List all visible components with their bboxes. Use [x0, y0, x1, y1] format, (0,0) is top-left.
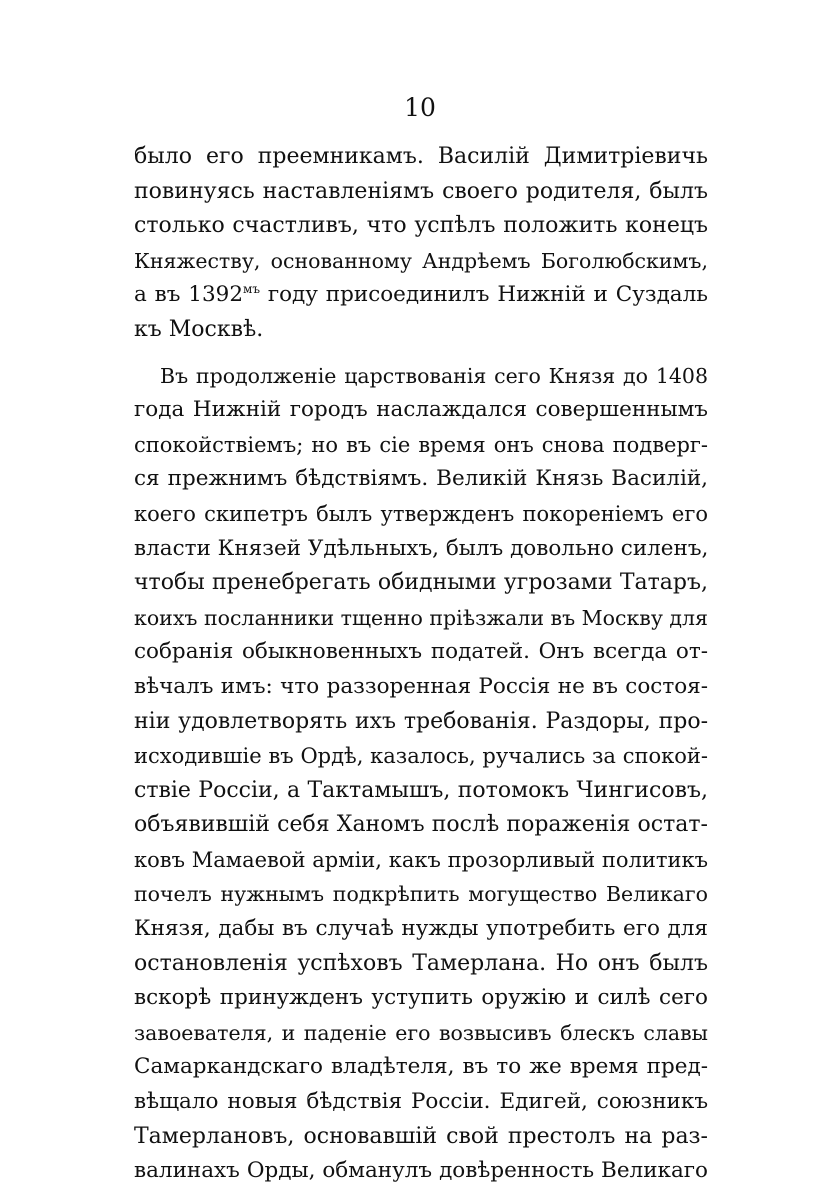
- paragraph-1: [134, 140, 708, 348]
- text-line: Въ продолженіе царствованія сего Князя до 1408: [160, 363, 708, 388]
- text-line: ковъ Мамаевой арміи, какъ прозорливый политикъ: [134, 847, 708, 872]
- page-number: 10: [404, 93, 436, 122]
- text-line: Тамерлановъ, основавшій свой престолъ на раз-: [134, 1123, 708, 1149]
- text-line: почелъ нужнымъ подкрѣпить могущество Великаго: [134, 882, 708, 907]
- text-line: повинуясь наставленіямъ своего родителя, былъ: [134, 178, 708, 204]
- text-line: ніи удовлетворять ихъ требованія. Раздоры, про-: [134, 708, 708, 734]
- text-line: ствіе Россіи, а Тактамышъ, потомокъ Чингисовъ,: [134, 777, 708, 803]
- superscript-ordinal: мъ: [243, 282, 260, 297]
- text-line: коего скипетръ былъ утвержденъ покореніемъ его: [134, 501, 708, 526]
- text-fragment: а въ 1392: [134, 282, 244, 308]
- paragraph-2: [134, 359, 708, 1189]
- text-line: къ Москвѣ.: [134, 316, 264, 342]
- text-line: спокойствіемъ; но въ сіе время онъ снова подверг-: [134, 432, 708, 457]
- text-line: Самаркандскаго владѣтеля, въ то же время пред-: [134, 1054, 708, 1080]
- text-line: вѣщало новыя бѣдствія Россіи. Едигей, союзникъ: [134, 1089, 708, 1115]
- text-line: столько счастливъ, что успѣлъ положить конецъ: [134, 213, 708, 239]
- text-line: чтобы пренебрегать обидными угрозами Татаръ,: [134, 570, 708, 596]
- text-line: [134, 278, 708, 313]
- text-line: вѣчалъ имъ: что раззоренная Россія не въ состоя-: [134, 673, 708, 699]
- text-line: Княжеству, основанному Андрѣемъ Боголюбскимъ,: [134, 248, 708, 273]
- text-line: ся прежнимъ бѣдствіямъ. Великій Князь Василій,: [134, 466, 708, 492]
- text-fragment: году присоединилъ Нижній и Суздаль: [259, 282, 708, 308]
- text-line: исходившіе въ Ордѣ, казалось, ручались за спокой-: [134, 744, 708, 769]
- text-line: было его преемникамъ. Василій Димитріевичь: [134, 144, 708, 169]
- text-line: коихъ посланники тщенно пріѣзжали въ Москву для: [134, 605, 708, 630]
- text-line: валинахъ Орды, обманулъ довѣренность Великаго: [134, 1158, 708, 1184]
- text-line: власти Князей Удѣльныхъ, былъ довольно силенъ,: [134, 535, 708, 561]
- text-line: года Нижній городъ наслаждался совершеннымъ: [134, 397, 708, 423]
- text-line: остановленія успѣховъ Тамерлана. Но онъ былъ: [134, 950, 708, 976]
- text-line: завоевателя, и паденіе его возвысивъ блескъ славы: [134, 1020, 708, 1045]
- text-line: объявившій себя Ханомъ послѣ пораженія остат-: [134, 812, 708, 838]
- text-line: собранія обыкновенныхъ податей. Онъ всегда от-: [134, 639, 708, 665]
- text-line: вскорѣ принужденъ уступить оружію и силѣ сего: [134, 985, 708, 1011]
- text-line: Князя, дабы въ случаѣ нужды употребить его для: [134, 916, 708, 942]
- body-text: [134, 140, 708, 1189]
